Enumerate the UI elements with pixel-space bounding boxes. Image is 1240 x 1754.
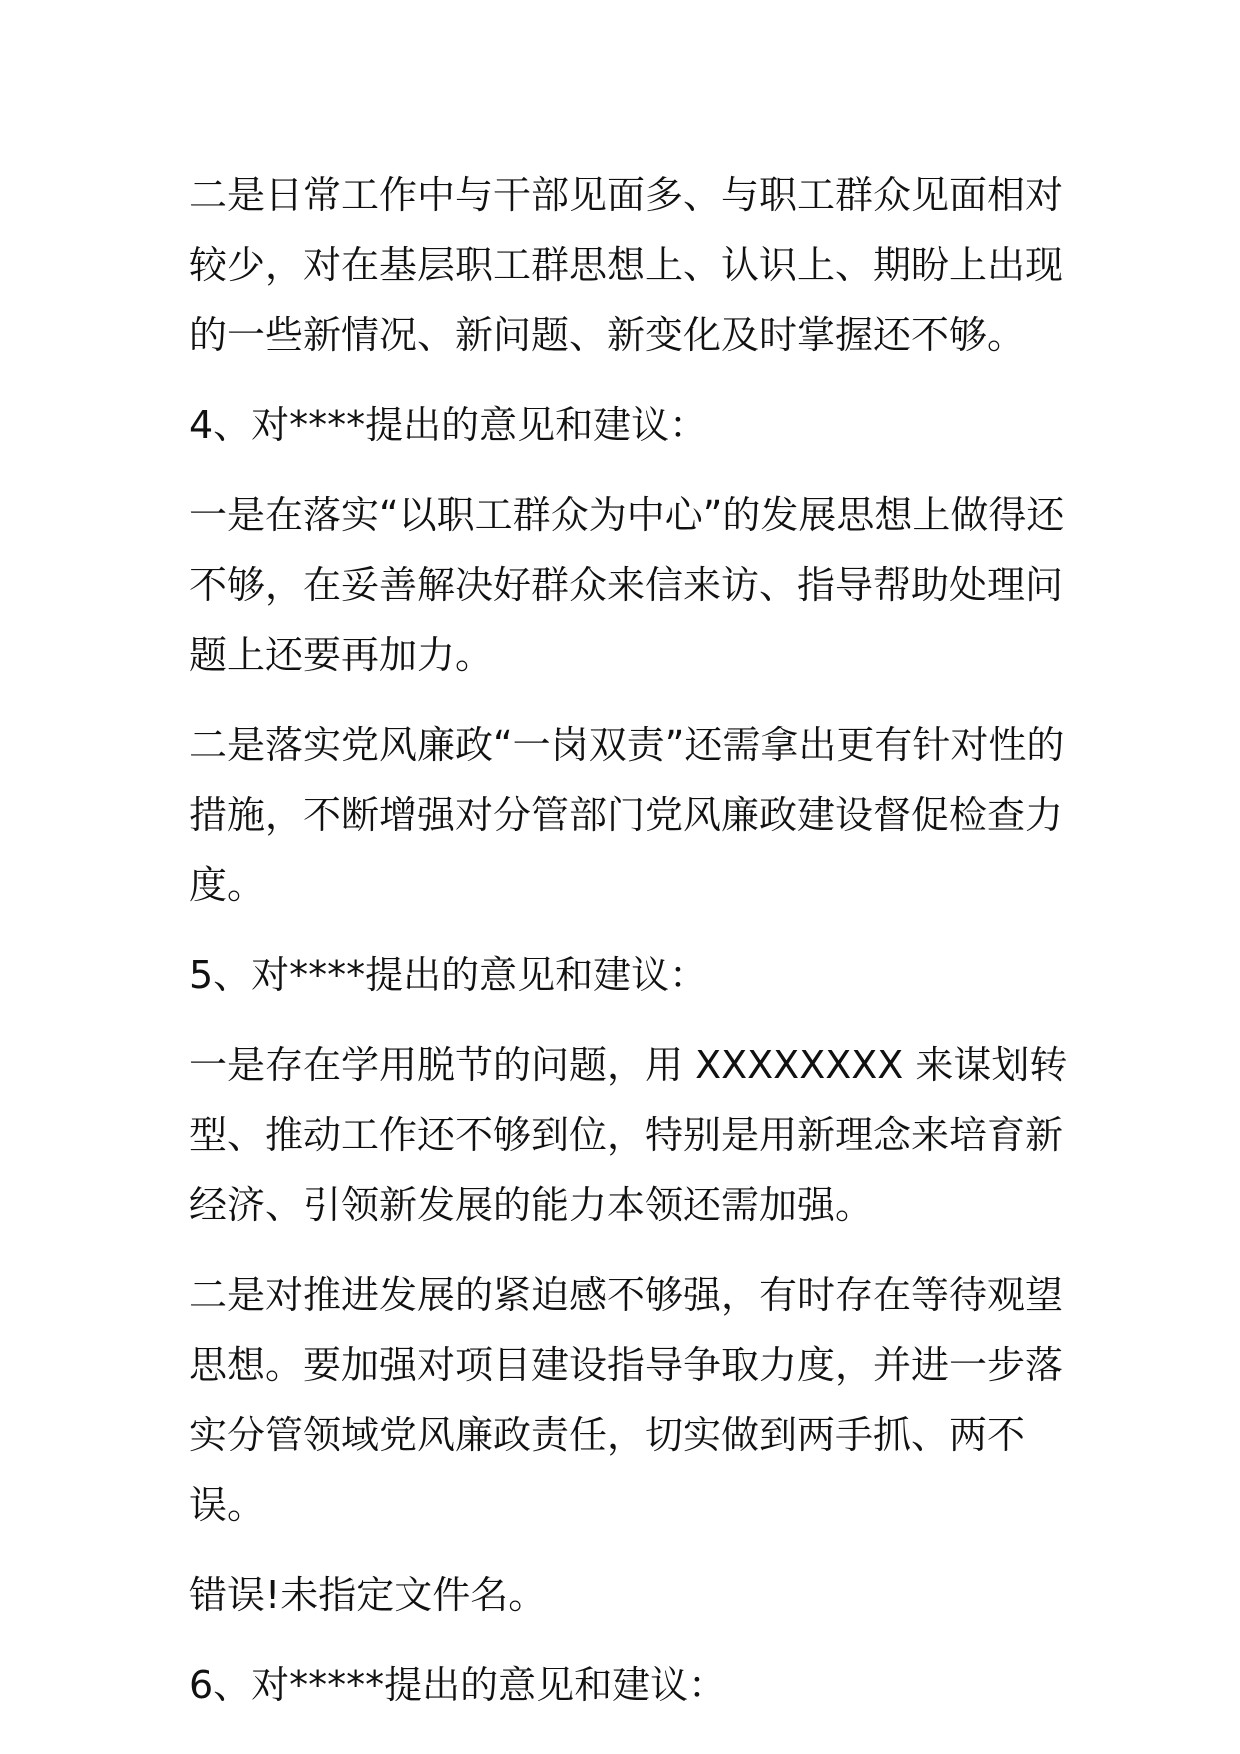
paragraph-dual-responsibility: 二是落实党风廉政“一岗双责”还需拿出更有针对性的措施，不断增强对分管部门党风廉政建设督促检查力度。 [189,723,1065,907]
error-no-filename: 错误!未指定文件名。 [189,1573,547,1617]
document-body [189,160,1069,1740]
paragraph-urgency: 二是对推进发展的紧迫感不够强，有时存在等待观望思想。要加强对项目建设指导争取力度，并进一步落实分管领域党风廉政责任，切实做到两手抓、两不误。 [189,1273,1064,1527]
heading-section-5: 5、对****提出的意见和建议： [189,953,708,997]
paragraph-cadre-contact: 二是日常工作中与干部见面多、与职工群众见面相对较少，对在基层职工群思想上、认识上、期盼上出现的一些新情况、新问题、新变化及时掌握还不够。 [189,173,1064,357]
heading-section-4: 4、对****提出的意见和建议： [189,403,708,447]
heading-section-6: 6、对*****提出的意见和建议： [189,1663,727,1707]
paragraph-workers-centered: 一是在落实“以职工群众为中心”的发展思想上做得还不够，在妥善解决好群众来信来访、指导帮助处理问题上还要再加力。 [189,493,1065,677]
paragraph-study-application: 一是存在学用脱节的问题，用 XXXXXXXX 来谋划转型、推动工作还不够到位，特别是用新理念来培育新经济、引领新发展的能力本领还需加强。 [189,1043,1068,1227]
